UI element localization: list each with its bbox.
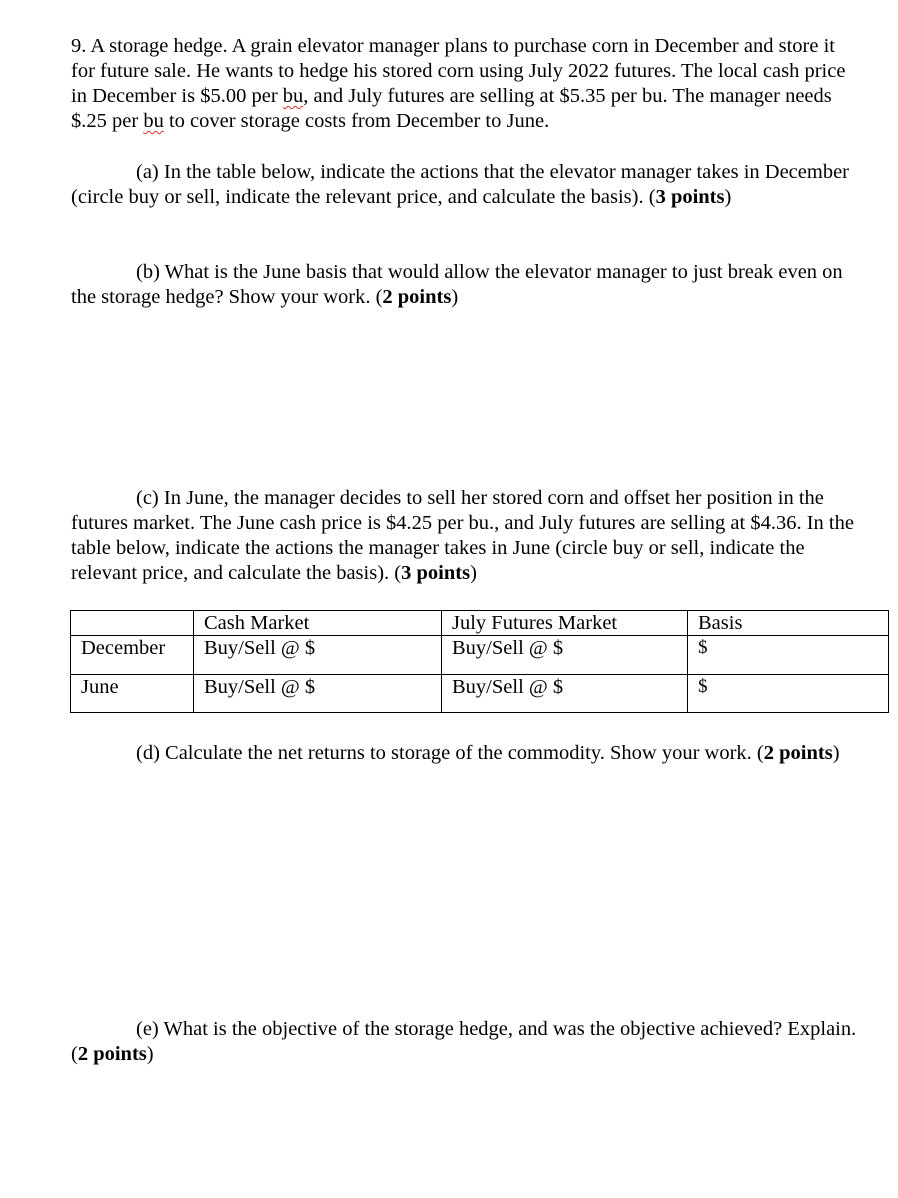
futures-cell: Buy/Sell @ $ <box>442 675 688 713</box>
table-row <box>71 636 889 675</box>
part-c: (c) In June, the manager decides to sell her stored corn and offset her position in the futures market. The June cash price is $4.25 per bu., and July futures are selling at $4.36. In the table below, indicate the actions the manager takes in June (circle buy or sell, indicate the relevant price, and calculate the basis). (3 points) <box>71 487 854 584</box>
spellcheck-word: bu <box>282 85 304 107</box>
table-header-cell: July Futures Market <box>442 611 688 636</box>
hedge-table <box>70 610 889 713</box>
question-intro: 9. A storage hedge. A grain elevator manager plans to purchase corn in December and store it for future sale. He wants to hedge his stored corn using July 2022 futures. The local cash price in December is $5.00 per bu, and July futures are selling at $5.35 per bu. The manager needs $.25 per bu to cover storage costs from December to June. <box>71 35 846 132</box>
points-label: 3 points <box>401 562 471 584</box>
basis-cell: $ <box>688 675 889 713</box>
part-a: (a) In the table below, indicate the actions that the elevator manager takes in December (circle buy or sell, indicate the relevant price, and calculate the basis). (3 points) <box>71 161 850 208</box>
cash-cell: Buy/Sell @ $ <box>194 675 442 713</box>
part-d: (d) Calculate the net returns to storage of the commodity. Show your work. (2 points) <box>136 742 840 764</box>
futures-cell: Buy/Sell @ $ <box>442 636 688 675</box>
row-label: December <box>71 636 194 675</box>
part-b: (b) What is the June basis that would allow the elevator manager to just break even on the storage hedge? Show your work. (2 points) <box>71 261 843 308</box>
points-label: 2 points <box>77 1043 147 1065</box>
table-header-cell <box>71 611 194 636</box>
part-e: (e) What is the objective of the storage hedge, and was the objective achieved? Explain. (2 points) <box>71 1018 857 1065</box>
spellcheck-word: bu <box>143 110 164 132</box>
row-label: June <box>71 675 194 713</box>
question-number: 9. <box>71 35 87 57</box>
table-header-cell: Cash Market <box>194 611 442 636</box>
points-label: 2 points <box>763 742 833 764</box>
points-label: 2 points <box>382 286 452 308</box>
basis-cell: $ <box>688 636 889 675</box>
points-label: 3 points <box>655 186 725 208</box>
table-header-row <box>71 611 889 636</box>
question-title: A storage hedge. <box>90 35 228 57</box>
table-row <box>71 675 889 713</box>
table-header-cell: Basis <box>688 611 889 636</box>
cash-cell: Buy/Sell @ $ <box>194 636 442 675</box>
